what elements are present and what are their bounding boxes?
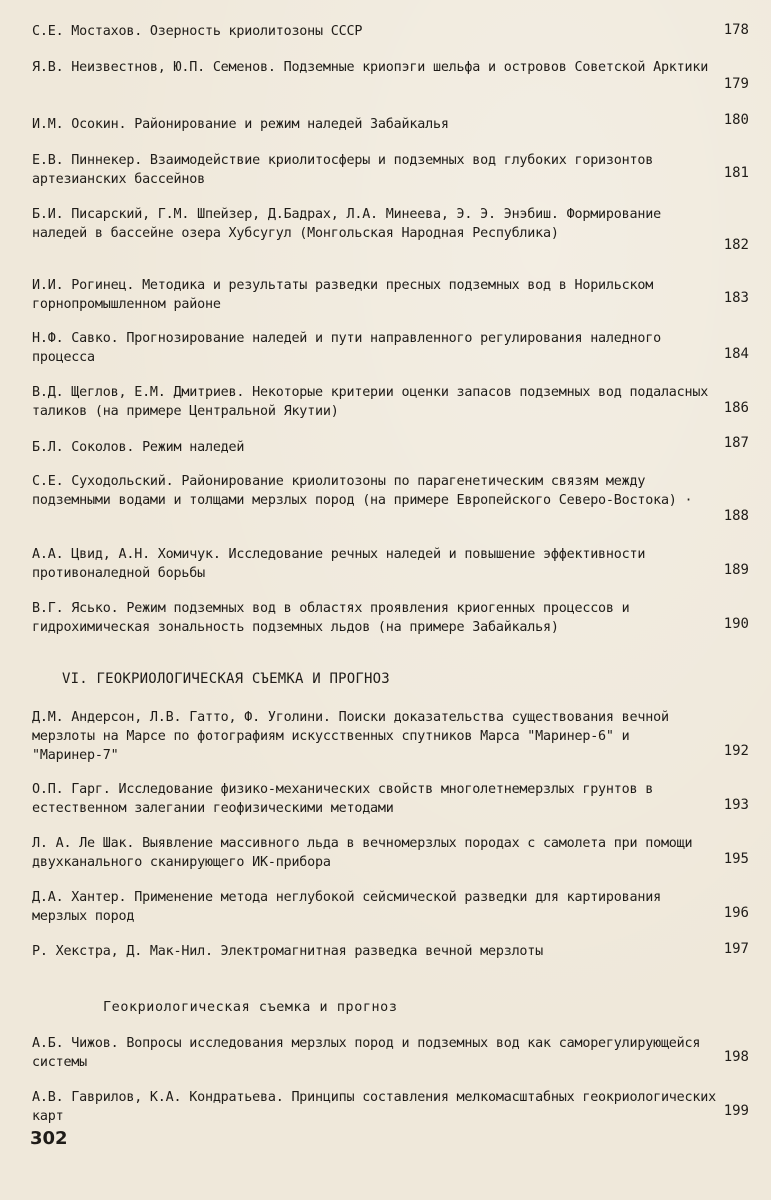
toc-entry: [32, 708, 722, 765]
toc-entry-text: Б.Л. Соколов. Режим наледей: [32, 440, 245, 455]
toc-entry-text: И.И. Рогинец. Методика и результаты разведки пресных подземных вод в Норильском горнопромышленном районе: [32, 278, 654, 312]
toc-page-number: 198: [723, 1049, 749, 1065]
toc-entry: [32, 438, 722, 457]
page-folio-number: 302: [30, 1128, 68, 1149]
toc-entry: [32, 780, 722, 818]
subsection-title: Геокриологическая съемка и прогноз: [103, 1000, 398, 1015]
toc-entry: [32, 599, 722, 637]
toc-entry: [32, 545, 722, 583]
toc-page-number: 188: [723, 508, 749, 524]
toc-page-number: 196: [723, 905, 749, 921]
toc-entry-text: Я.В. Неизвестнов, Ю.П. Семенов. Подземные криопэги шельфа и островов Советской Арктики: [32, 60, 709, 75]
toc-entry: [32, 276, 722, 314]
toc-entry: [32, 942, 722, 961]
toc-entry: [32, 115, 722, 134]
toc-entry-text: А.А. Цвид, А.Н. Хомичук. Исследование речных наледей и повышение эффективности противоналедной борьбы: [32, 547, 646, 581]
toc-entry: [32, 151, 722, 189]
toc-entry-text: О.П. Гарг. Исследование физико-механических свойств многолетнемерзлых грунтов в естественном залегании геофизическими методами: [32, 782, 654, 816]
toc-entry-text: Р. Хекстра, Д. Мак-Нил. Электромагнитная разведка вечной мерзлоты: [32, 944, 544, 959]
toc-entry: [32, 834, 722, 872]
toc-entry: [32, 383, 722, 421]
toc-entry-text: А.Б. Чижов. Вопросы исследования мерзлых пород и подземных вод как саморегулирующейся системы: [32, 1036, 701, 1070]
toc-entry: [32, 472, 722, 510]
toc-entry-text: Д.А. Хантер. Применение метода неглубокой сейсмической разведки для картирования мерзлых пород: [32, 890, 661, 924]
toc-page-number: 180: [723, 112, 749, 128]
toc-entry-text: Н.Ф. Савко. Прогнозирование наледей и пути направленного регулирования наледного процесса: [32, 331, 661, 365]
toc-entry: [32, 1088, 722, 1126]
toc-entry-text: В.Д. Щеглов, Е.М. Дмитриев. Некоторые критерии оценки запасов подземных вод подаласных таликов (на примере Центральной Якутии): [32, 385, 709, 419]
toc-entry-text: И.М. Осокин. Районирование и режим наледей Забайкалья: [32, 117, 449, 132]
toc-page-number: 181: [723, 165, 749, 181]
toc-entry-text: Б.И. Писарский, Г.М. Шпейзер, Д.Бадрах, Л.А. Минеева, Э. Э. Энэбиш. Формирование наледей в бассейне озера Хубсугул (Монгольская Народная Республика): [32, 207, 661, 241]
toc-entry: [32, 205, 722, 243]
toc-page-number: 190: [723, 616, 749, 632]
toc-page-number: 195: [723, 851, 749, 867]
toc-page-number: 197: [723, 941, 749, 957]
section-title: VI. ГЕОКРИОЛОГИЧЕСКАЯ СЪЕМКА И ПРОГНОЗ: [62, 671, 390, 687]
toc-entry-text: А.В. Гаврилов, К.А. Кондратьева. Принципы составления мелкомасштабных геокриологических карт: [32, 1090, 716, 1124]
toc-entry-text: Д.М. Андерсон, Л.В. Гатто, Ф. Уголини. Поиски доказательства существования вечной мерзлоты на Марсе по фотографиям искусственных спутников Марса "Маринер-6" и "Маринер-7": [32, 710, 669, 763]
toc-entry: [32, 1034, 722, 1072]
toc-entry-text: С.Е. Суходольский. Районирование криолитозоны по парагенетическим связям между подземными водами и толщами мерзлых пород (на примере Европейского Северо-Востока) ·: [32, 474, 693, 508]
toc-page-number: 187: [723, 435, 749, 451]
toc-page-number: 189: [723, 562, 749, 578]
toc-page-number: 186: [723, 400, 749, 416]
toc-entry-text: Л. А. Ле Шак. Выявление массивного льда в вечномерзлых породах с самолета при помощи двухканального сканирующего ИК-прибора: [32, 836, 693, 870]
toc-page-number: 179: [723, 76, 749, 92]
toc-page-number: 192: [723, 743, 749, 759]
toc-page-number: 183: [723, 290, 749, 306]
toc-page-number: 193: [723, 797, 749, 813]
toc-entry: [32, 329, 722, 367]
toc-entry: [32, 22, 722, 41]
toc-entry: [32, 58, 722, 77]
toc-entry-text: С.Е. Мостахов. Озерность криолитозоны СССР: [32, 24, 363, 39]
toc-page-number: 199: [723, 1103, 749, 1119]
toc-entry-text: Е.В. Пиннекер. Взаимодействие криолитосферы и подземных вод глубоких горизонтов артезианских бассейнов: [32, 153, 654, 187]
toc-entry: [32, 888, 722, 926]
toc-entry-text: В.Г. Ясько. Режим подземных вод в областях проявления криогенных процессов и гидрохимическая зональность подземных льдов (на примере Забайкалья): [32, 601, 630, 635]
toc-page-number: 182: [723, 237, 749, 253]
toc-page-number: 184: [723, 346, 749, 362]
toc-page-number: 178: [723, 22, 749, 38]
